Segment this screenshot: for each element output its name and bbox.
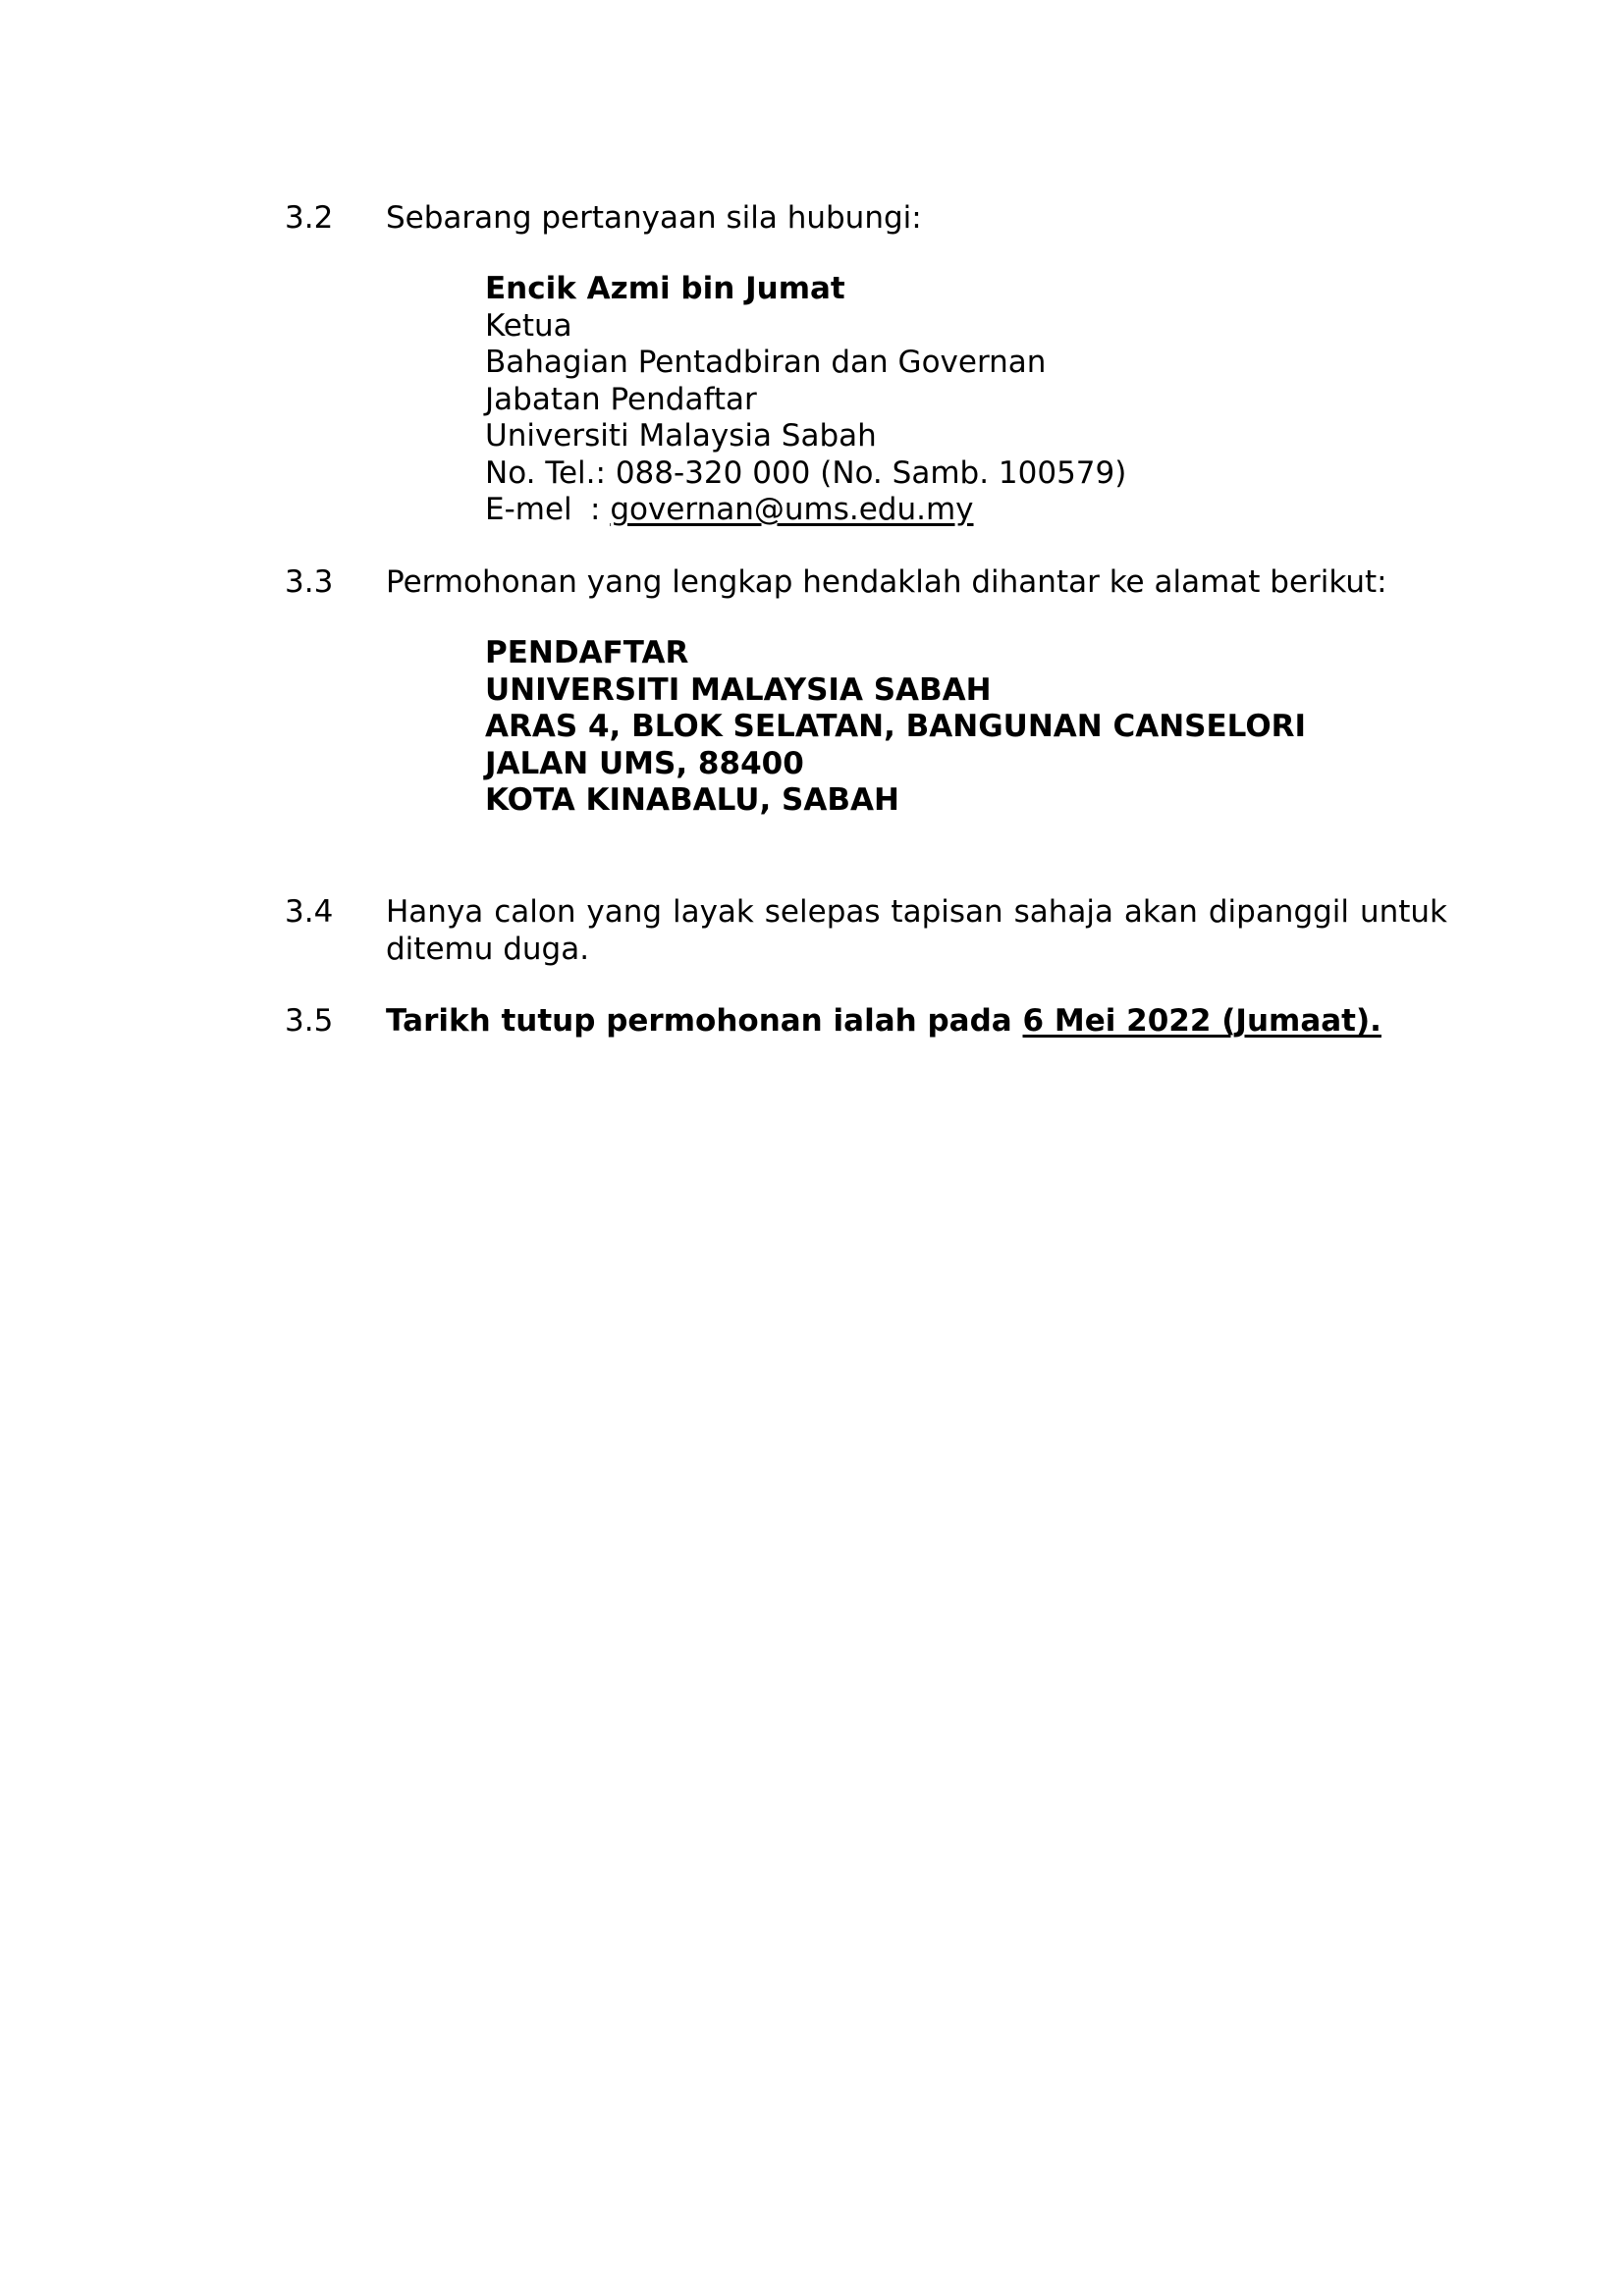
item-text: Sebarang pertanyaan sila hubungi:: [386, 200, 922, 236]
email-link[interactable]: governan@ums.edu.my: [610, 492, 974, 527]
item-text: Hanya calon yang layak selepas tapisan sahaja akan dipanggil untuk ditemu duga.: [386, 894, 1447, 967]
address-line: ARAS 4, BLOK SELATAN, BANGUNAN CANSELORI: [485, 709, 1307, 744]
contact-email-line: [485, 492, 1126, 529]
contact-department: Jabatan Pendaftar: [485, 381, 757, 417]
contact-division: Bahagian Pentadbiran dan Governan: [485, 345, 1047, 380]
contact-phone: No. Tel.: 088-320 000 (No. Samb. 100579): [485, 454, 1127, 491]
item-number: 3.5: [285, 1003, 334, 1039]
email-separator: :: [590, 492, 611, 527]
closing-date-text: [386, 1002, 1447, 1040]
contact-block: [485, 271, 1126, 529]
item-text: Permohonan yang lengkap hendaklah dihantar ke alamat berikut:: [386, 564, 1387, 600]
address-line: KOTA KINABALU, SABAH: [485, 782, 899, 818]
contact-university: Universiti Malaysia Sabah: [485, 418, 877, 454]
email-label: E-mel: [485, 492, 572, 527]
address-line: JALAN UMS, 88400: [485, 745, 804, 781]
closing-date-prefix: Tarikh tutup permohonan ialah pada: [386, 1003, 1023, 1039]
contact-title: Ketua: [485, 307, 572, 344]
address-line: PENDAFTAR: [485, 635, 689, 670]
item-number: 3.3: [285, 564, 334, 600]
item-number: 3.2: [285, 200, 334, 236]
address-line: UNIVERSITI MALAYSIA SABAH: [485, 671, 992, 708]
contact-name: Encik Azmi bin Jumat: [485, 271, 845, 306]
address-block: [485, 635, 1306, 820]
item-number: 3.4: [285, 894, 334, 930]
closing-date: 6 Mei 2022 (Jumaat).: [1022, 1003, 1381, 1039]
